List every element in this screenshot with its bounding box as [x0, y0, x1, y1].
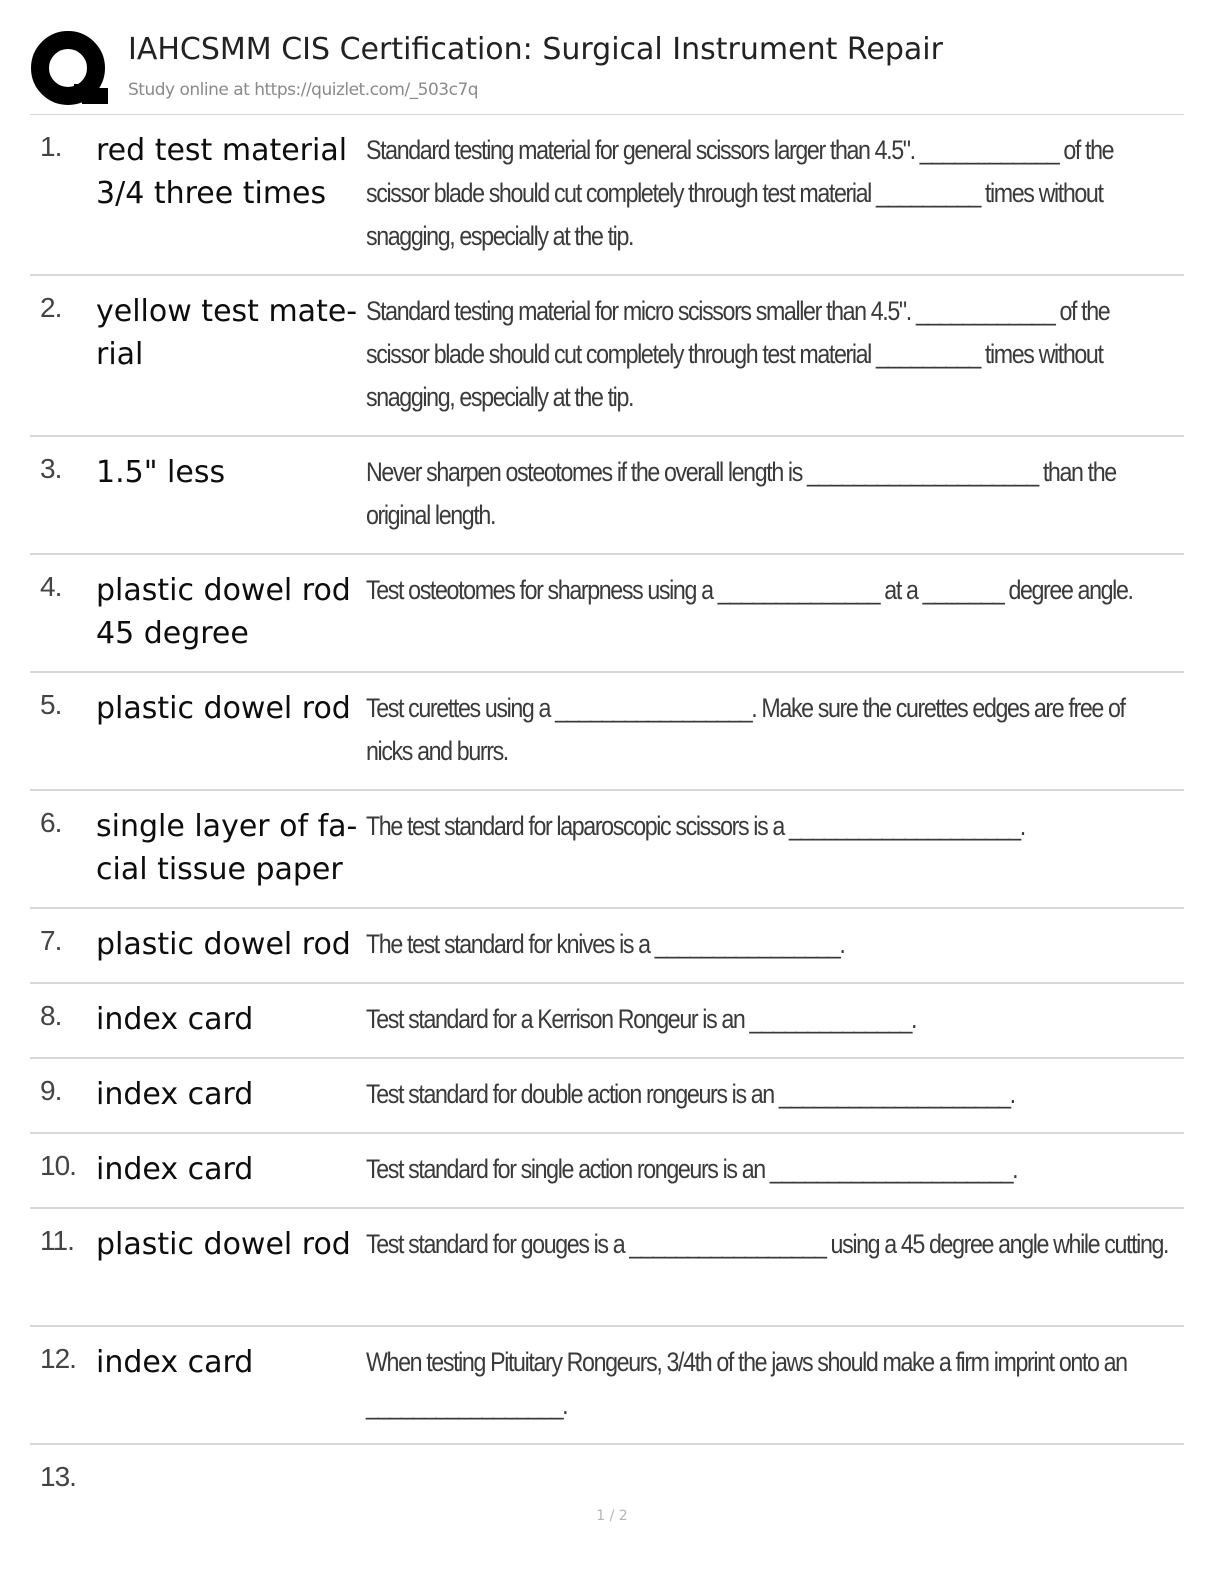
flashcard-row — [30, 984, 1184, 1059]
flashcard-row — [30, 555, 1184, 673]
card-definition: Test curettes using a _________________. Make sure the curettes edges are free of nicks and burrs. — [366, 693, 1125, 766]
flashcard-row — [30, 276, 1184, 437]
study-online-link[interactable]: Study online at https://quizlet.com/_503c7q — [128, 80, 479, 100]
card-term: index card — [96, 1345, 254, 1380]
card-number: 6. — [40, 807, 62, 838]
card-term: plastic dowel rod — [96, 691, 351, 726]
card-term: index card — [96, 1152, 254, 1187]
card-number: 3. — [40, 453, 62, 484]
flashcard-row — [30, 673, 1184, 791]
card-number: 8. — [40, 1000, 62, 1031]
card-term: plastic dowel rod — [96, 927, 351, 962]
flashcard-row — [30, 1059, 1184, 1134]
page-number: 1 / 2 — [596, 1508, 628, 1524]
card-definition: Test osteotomes for sharpness using a ______________ at a _______ degree angle. — [366, 575, 1133, 605]
card-number: 9. — [40, 1075, 62, 1106]
card-term: plastic dowel rod 45 degree — [96, 573, 351, 651]
card-term: 1.5" less — [96, 455, 226, 490]
card-definition: Test standard for double action rongeurs is an ____________________. — [366, 1079, 1015, 1109]
card-definition: When testing Pituitary Rongeurs, 3/4th of the jaws should make a firm imprint onto an _________________. — [366, 1347, 1127, 1420]
card-definition: Never sharpen osteotomes if the overall length is ____________________ than the original length. — [366, 457, 1116, 530]
card-number: 10. — [40, 1150, 76, 1181]
card-number: 1. — [40, 131, 62, 162]
card-term: index card — [96, 1077, 254, 1112]
flashcard-row — [30, 791, 1184, 909]
quizlet-q-logo-icon — [30, 30, 110, 110]
flashcard-row — [30, 1209, 1184, 1327]
card-term: single layer of fa-cial tissue paper — [96, 809, 358, 887]
flashcard-row — [30, 909, 1184, 984]
card-definition: Standard testing material for general scissors larger than 4.5". ____________ of the scissor blade should cut completely through test material _________ times without snagging, especially at the tip. — [366, 135, 1114, 251]
card-definition: Test standard for gouges is a _________________ using a 45 degree angle while cutting. — [366, 1229, 1169, 1259]
card-definition: The test standard for knives is a ________________. — [366, 929, 845, 959]
card-term: yellow test mate-rial — [96, 294, 358, 372]
card-term: index card — [96, 1002, 254, 1037]
document-title: IAHCSMM CIS Certification: Surgical Instrument Repair — [128, 32, 943, 67]
card-number: 11. — [40, 1225, 74, 1256]
card-definition: The test standard for laparoscopic scissors is a ____________________. — [366, 811, 1025, 841]
card-term: red test material 3/4 three times — [96, 133, 348, 211]
card-number: 12. — [40, 1343, 76, 1374]
flashcard-row — [30, 115, 1184, 276]
card-number: 4. — [40, 571, 62, 602]
flashcard-row — [30, 1134, 1184, 1209]
card-definition: Test standard for single action rongeurs is an _____________________. — [366, 1154, 1018, 1184]
card-number: 5. — [40, 689, 62, 720]
flashcard-row — [30, 437, 1184, 555]
card-number: 7. — [40, 925, 62, 956]
card-number: 2. — [40, 292, 62, 323]
card-term: plastic dowel rod — [96, 1227, 351, 1262]
card-definition: Standard testing material for micro scissors smaller than 4.5". ____________ of the scissor blade should cut completely through test material _________ times without snagging, especially at the tip. — [366, 296, 1110, 412]
card-number: 13. — [40, 1461, 76, 1492]
card-definition: Test standard for a Kerrison Rongeur is an ______________. — [366, 1004, 917, 1034]
flashcard-row — [30, 1445, 1184, 1505]
flashcard-row — [30, 1327, 1184, 1445]
